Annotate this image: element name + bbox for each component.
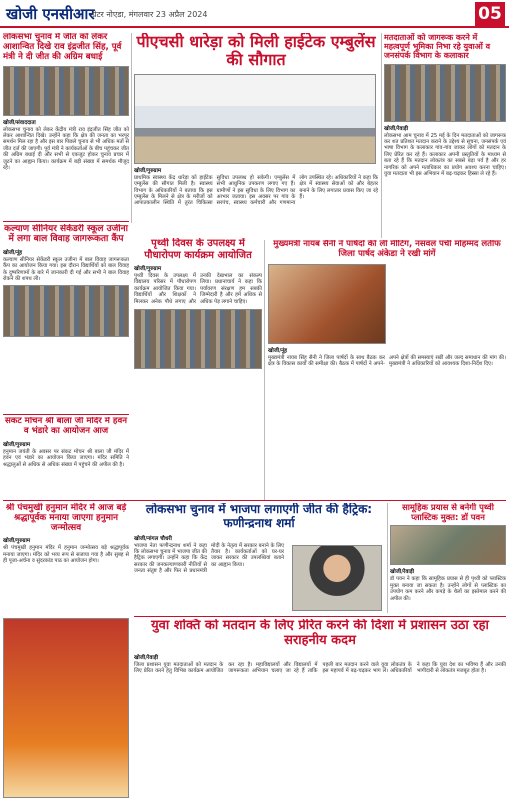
article-byline: खोजी/गुरुग्राम [134, 167, 162, 174]
page-number: 05 [475, 2, 505, 26]
article-ambulance [134, 33, 378, 233]
section-rule [3, 414, 129, 415]
article-photo [292, 545, 382, 611]
article-byline: खोजी/नूंह [3, 249, 23, 256]
article-voter-awareness [384, 33, 506, 238]
article-headline: युवा शक्ति को मतदान के लिए प्रेरित करने की दिशा में प्रशासन उठा रहा सराहनीय कदम [151, 619, 489, 648]
article-photo [134, 309, 262, 369]
article-body: मुख्यमंत्री नायब सिंह सैनी ने जिला पार्षदों के साथ बैठक कर क्षेत्र के विकास कार्यों की समीक्षा की। बैठक में पार्षदों ने अपने-अपने क्षेत्रों की समस्याएं रखीं और जल्द समाधान की मांग की। मुख्यमंत्री ने अधिकारियों को आवश्यक दिशा-निर्देश दिए। [268, 354, 506, 367]
article-headline: लोकसभा चुनाव में जीत को लेकर आशान्वित दिखे राव इंद्रजीत सिंह, पूर्व मंत्री ने दी जीत की अग्रिम बधाई [3, 33, 122, 62]
article-byline: खोजी/रेवाड़ी [384, 125, 409, 132]
article-body: लोकसभा चुनाव को लेकर केंद्रीय मंत्री राव इंद्रजीत सिंह जीत को लेकर आशान्वित दिखे। उन्होंने कहा कि क्षेत्र की जनता का भरपूर समर्थन मिल रहा है और इस बार पिछले चुनाव से भी अधिक मतों से जीत दर्ज की जाएगी। पूर्व मंत्री ने कार्यकर्ताओं के बीच पहुंचकर जीत की अग्रिम बधाई दी और सभी से एकजुट होकर चुनाव प्रचार में जुटने का आह्वान किया। कार्यक्रम में बड़ी संख्या में समर्थक मौजूद रहे। [3, 126, 129, 172]
article-headline: सामूहिक प्रयास से बनेगी पृथ्वी प्लास्टिक मुक्त: डॉ पवन [402, 503, 494, 522]
article-body: कल्याण सीनियर सेकेंडरी स्कूल उजीना में बाल विवाह जागरूकता कैंप का आयोजन किया गया। इस दौरान विद्यार्थियों को बाल विवाह के दुष्परिणामों के बारे में जानकारी दी गई और सभी ने बाल विवाह रोकने की शपथ ली। [3, 256, 129, 282]
article-byline: खोजी/संवाददाता [3, 119, 36, 126]
article-body: भाजपा नेता फणीन्द्रनाथ शर्मा ने कहा कि लोकसभा चुनाव में भाजपा जीत की हैट्रिक लगाएगी। उन्होंने कहा कि केंद्र सरकार की जनकल्याणकारी नीतियों से जनता संतुष्ट है और फिर से प्रधानमंत्री मोदी के नेतृत्व में सरकार बनाने के लिए तैयार है। कार्यकर्ताओं को घर-घर जाकर सरकार की उपलब्धियां बताने का आह्वान किया। [134, 542, 284, 575]
article-child-marriage-camp [3, 224, 129, 412]
article-body: हनुमान जयंती के अवसर पर संकट मोचन श्री बाला जी मंदिर में हवन एवं भंडारे का आयोजन किया जाएगा। मंदिर समिति ने श्रद्धालुओं से अधिक से अधिक संख्या में पहुंचने की अपील की है। [3, 448, 129, 468]
article-byline: खोजी/रेवाड़ी [390, 569, 415, 576]
article-headline: लोकसभा चुनाव में भाजपा लगाएगी जीत की हैट्रिक: फणीन्द्रनाथ शर्मा [145, 503, 373, 530]
article-cm-meeting [268, 240, 506, 502]
article-byline: खोजी/नूंह [268, 347, 288, 354]
article-headline: कल्याण सीनियर सेकेंडरी स्कूल उजीना में लगा बाल विवाह जागरूकता कैंप [4, 224, 128, 245]
article-plastic-free [390, 503, 506, 613]
column-divider [387, 503, 388, 613]
temple-photo [3, 618, 129, 798]
article-body: प्राथमिक स्वास्थ्य केंद्र धारेड़ा को हाईटेक एम्बुलेंस की सौगात मिली है। स्वास्थ्य विभाग के अधिकारियों ने बताया कि इस एम्बुलेंस के मिलने से क्षेत्र के मरीजों को आपातकालीन स्थिति में तुरंत चिकित्सा सुविधा उपलब्ध हो सकेगी। एम्बुलेंस में सभी आधुनिक उपकरण लगाए गए हैं। ग्रामीणों ने इस सुविधा के लिए विभाग का आभार जताया। इस अवसर पर गांव के सरपंच, स्वास्थ्य कर्मचारी और गणमान्य लोग उपस्थित रहे। अधिकारियों ने कहा कि क्षेत्र में स्वास्थ्य सेवाओं को और बेहतर बनाने के लिए लगातार प्रयास किए जा रहे हैं। [134, 174, 378, 207]
article-body: श्री पंचमुखी हनुमान मंदिर में हनुमान जन्मोत्सव बड़े श्रद्धापूर्वक मनाया जाएगा। मंदिर को भव्य रूप से सजाया गया है और सुबह से ही पूजा-अर्चना व सुंदरकांड पाठ का आयोजन होगा। [3, 545, 129, 565]
article-photo [3, 285, 129, 337]
article-photo [384, 64, 506, 122]
section-rule [3, 221, 129, 222]
newspaper-name: खोजी एनसीआर [6, 5, 95, 23]
article-headline: मुख्यमंत्री नायब सैनी ने पार्षदों की ली मीटिंग, नसवल पर्ची मोहम्मद लतीफ जिला पार्षद अंकेडा ने रखी मांगें [273, 240, 501, 259]
article-body: लोकसभा आम चुनाव में 25 मई के दिन मतदाताओं को जागरूक कर शत प्रतिशत मतदान कराने के उद्देश्य से सूचना, जनसंपर्क एवं भाषा विभाग के कलाकार गांव-गांव जाकर लोगों को मतदान के लिए प्रेरित कर रहे हैं। कलाकार अपनी प्रस्तुतियों के माध्यम से बता रहे हैं कि मतदान लोकतंत्र का सबसे बड़ा पर्व है और हर नागरिक को अपने मताधिकार का प्रयोग अवश्य करना चाहिए। युवा मतदाता भी इस अभियान में बढ़-चढ़कर हिस्सा ले रहे हैं। [384, 132, 506, 177]
article-hanuman-jayanti [3, 503, 129, 613]
edition-date: ग्रेटर नोएडा, मंगलवार 23 अप्रैल 2024 [92, 10, 208, 19]
article-headline: श्री पंचमुखी हनुमान मंदिर में आज बड़े श्रद्धापूर्वक मनाया जाएगा हनुमान जन्मोत्सव [5, 503, 127, 534]
section-rule [134, 616, 506, 617]
article-headline: पीएचसी धारेड़ा को मिली हाईटेक एम्बुलेंस की सौगात [136, 33, 376, 70]
article-body: पृथ्वी दिवस के उपलक्ष्य में विद्यालय परिसर में पौधारोपण कार्यक्रम आयोजित किया गया। विद्यार्थियों और शिक्षकों ने मिलकर अनेक पौधे लगाए और उनकी देखभाल का संकल्प लिया। प्रधानाचार्य ने कहा कि पर्यावरण संरक्षण हम सबकी जिम्मेदारी है और हमें अधिक से अधिक पेड़ लगाने चाहिए। [134, 273, 262, 305]
article-byline: खोजी/गुरुग्राम [3, 441, 31, 448]
masthead [0, 0, 509, 28]
column-divider [381, 33, 382, 238]
article-earth-day [134, 238, 262, 500]
article-bjp-hattrick [134, 503, 384, 613]
article-headline: मतदाताओं को जागरूक करने में महत्वपूर्ण भूमिका निभा रहे युवाओं व जनसंपर्क विभाग के कलाकार [384, 33, 491, 61]
article-headline: संकट मोचन श्री बाला जी मंदिर में हवन व भंडारे का आयोजन आज [4, 417, 128, 436]
article-body: डॉ पवन ने कहा कि सामूहिक प्रयास से ही पृथ्वी को प्लास्टिक मुक्त बनाया जा सकता है। उन्होंने लोगों से प्लास्टिक का उपयोग कम करने और कपड़े के थैलों का इस्तेमाल करने की अपील की। [390, 576, 506, 602]
column-divider [264, 240, 265, 500]
article-photo [390, 525, 506, 565]
article-balaji-bhandara [3, 417, 129, 497]
article-byline: खोजी/नांगल चौधरी [134, 535, 172, 542]
section-rule [3, 500, 506, 501]
article-body: जिला प्रशासन युवा मतदाताओं को मतदान के लिए प्रेरित करने हेतु विभिन्न कार्यक्रम आयोजित कर रहा है। महाविद्यालयों और विद्यालयों में जागरूकता अभियान चलाए जा रहे हैं ताकि पहली बार मतदान करने वाले युवा लोकतंत्र के इस महापर्व में बढ़-चढ़कर भाग लें। अधिकारियों ने कहा कि युवा देश का भविष्य हैं और उनकी भागीदारी से लोकतंत्र मजबूत होता है। [134, 661, 506, 675]
article-byline: खोजी/गुरुग्राम [3, 538, 31, 545]
article-byline: खोजी/गुरुग्राम [134, 266, 162, 272]
article-byline: खोजी/रेवाड़ी [134, 654, 159, 661]
article-headline: पृथ्वी दिवस के उपलक्ष्य में पौधारोपण कार्यक्रम आयोजित [144, 238, 252, 261]
article-rao-inderjit [3, 33, 129, 217]
article-photo [3, 66, 129, 116]
article-photo [134, 74, 376, 164]
article-youth-voting [134, 619, 506, 799]
article-photo [268, 264, 386, 344]
column-divider [131, 33, 132, 223]
